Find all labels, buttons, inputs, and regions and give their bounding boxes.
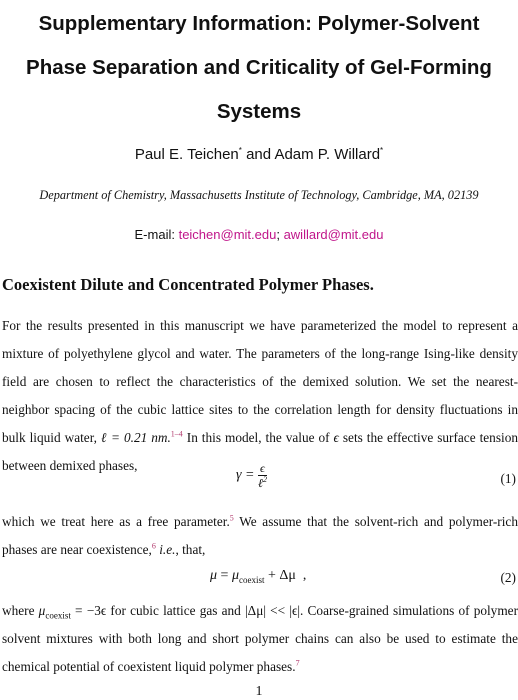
author-willard: Adam P. Willard [274, 146, 381, 163]
p3-text-a: where [2, 603, 39, 618]
equation-2-body [210, 568, 306, 584]
title-line-2: Phase Separation and Criticality of Gel-Forming [26, 56, 492, 79]
email-link-teichen[interactable]: teichen@mit.edu [178, 227, 277, 242]
email-separator: ; [276, 227, 284, 242]
citation-1-4[interactable]: 1–4 [170, 429, 183, 439]
p3-mu: μ [38, 603, 46, 618]
p2-text-a: which we treat here as a free parameter. [2, 514, 230, 529]
equation-1-number: (1) [500, 471, 516, 486]
corresponding-mark-2: * [380, 146, 384, 155]
email-link-willard[interactable]: awillard@mit.edu [283, 227, 384, 242]
p2-ie: i.e. [159, 542, 176, 557]
author-conjunction: and [241, 146, 275, 163]
eq2-rest: + Δμ , [264, 568, 307, 583]
email-label: E-mail: [134, 227, 179, 242]
title-line-3: Systems [216, 100, 302, 123]
email-line [0, 227, 518, 242]
eq1-den-symbol: ℓ [257, 476, 263, 490]
paragraph-3 [2, 597, 518, 681]
citation-5[interactable]: 5 [229, 513, 234, 523]
equation-1-body [236, 461, 267, 490]
page-number: 1 [255, 684, 263, 699]
eq2-mu-coexist: μ [231, 568, 239, 583]
eq1-fraction [258, 461, 267, 490]
eq2-mu: μ [210, 568, 218, 583]
eq1-den-exponent: 2 [262, 475, 267, 484]
equation-2-number: (2) [500, 570, 516, 585]
p1-text-a: For the results presented in this manuscript we have parameterized the model to represent a mixture of polyethylene glycol and water. The parameters of the long-range Ising-like density field are chosen to reflect the characteristics of the demixed solution. We set the nearest-neighbor spacing of the cubic lattice sites to the correlation length for density fluctuations in bulk liquid water, [2, 318, 518, 445]
eq1-lhs: γ = [236, 467, 258, 483]
corresponding-mark-1: * [238, 146, 242, 155]
p2-text-b: We assume that the solvent-rich and polymer-rich phases are near coexistence, [2, 514, 518, 557]
p2-text-d: , that, [175, 542, 206, 557]
eq2-equals: = [217, 568, 232, 583]
p1-epsilon: ϵ [333, 430, 339, 445]
citation-6[interactable]: 6 [151, 541, 156, 551]
eq1-numerator: ϵ [258, 461, 267, 476]
p1-text-c: sets the effective surface tension between demixed phases, [2, 430, 518, 473]
paper-title [0, 2, 518, 134]
section-heading: Coexistent Dilute and Concentrated Polymer Phases. [2, 275, 374, 294]
eq1-denominator [258, 476, 267, 490]
affiliation: Department of Chemistry, Massachusetts Institute of Technology, Cambridge, MA, 02139 [39, 188, 479, 202]
citation-7[interactable]: 7 [295, 658, 300, 668]
title-line-1: Supplementary Information: Polymer-Solvent [38, 12, 480, 35]
author-teichen: Paul E. Teichen [134, 146, 239, 163]
eq2-subscript: coexist [238, 574, 265, 585]
paragraph-2 [2, 508, 518, 564]
p1-ell-value: ℓ = 0.21 nm. [100, 430, 171, 445]
p3-subscript: coexist [45, 610, 71, 621]
p1-text-b: In this model, the value of [182, 430, 334, 445]
p3-text-b: = −3ϵ for cubic lattice gas and |Δμ| << |ϵ|. Coarse-grained simulations of polymer solvent mixtures with both long and short polymer chains can also be used to estimate the chemical potential of coexistent liquid polymer phases. [2, 603, 518, 674]
author-line [0, 146, 518, 163]
paragraph-1 [2, 312, 518, 480]
